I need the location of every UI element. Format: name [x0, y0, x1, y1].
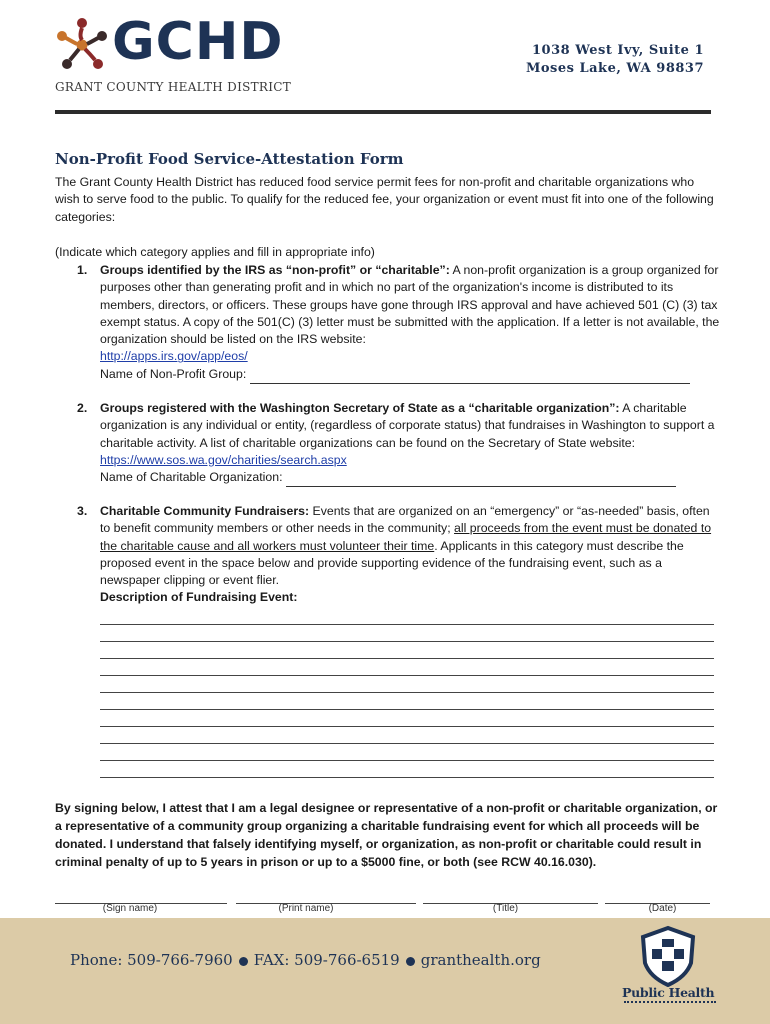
title-label: (Title) — [492, 903, 519, 914]
address-line-2: Moses Lake, WA 98837 — [526, 61, 704, 76]
item-number: 2. — [77, 401, 88, 415]
print-name-label: (Print name) — [278, 903, 334, 914]
description-line[interactable] — [100, 624, 714, 625]
item-body: A non-profit organization is a group organized for purposes other than generating profit and in which no part of the organization's income is distributed to its members, directors, or officers. These groups have gone through IRS approval and have achieved 501 (C) (3) tax exempt status. A copy of the 501(C) (3) letter must be submitted with the application. If a letter is not available, the organization should be listed on the IRS website: — [100, 263, 720, 347]
description-line[interactable] — [100, 675, 714, 676]
category-item-3 — [55, 503, 720, 607]
public-health-tagline — [624, 1001, 716, 1003]
footer-phone: Phone: 509-766-7960 — [70, 951, 233, 969]
address-block — [526, 42, 704, 78]
item-body: . Applicants in this category must describe the proposed event in the space below and provide supporting evidence of the fundraising event, such as a newspaper clipping or event flier. — [100, 538, 684, 588]
footer-website[interactable]: granthealth.org — [420, 951, 541, 969]
description-line[interactable] — [100, 760, 714, 761]
nonprofit-name-field[interactable] — [250, 366, 690, 384]
irs-link[interactable]: http://apps.irs.gov/app/eos/ — [100, 349, 248, 364]
description-line[interactable] — [100, 777, 714, 778]
category-item-1 — [55, 262, 720, 384]
item-heading: Groups identified by the IRS as “non-profit” or “charitable”: — [100, 263, 450, 277]
item-number: 3. — [77, 504, 88, 518]
intro-paragraph: The Grant County Health District has reduced food service permit fees for non-profit and charitable organizations who wish to serve food to the public. To qualify for the reduced fee, your organization or event must fit into one of the following categories: — [55, 175, 714, 224]
bullet-icon — [406, 957, 415, 966]
item-heading: Groups registered with the Washington Secretary of State as a “charitable organization”: — [100, 401, 620, 415]
category-item-2 — [55, 400, 720, 487]
description-line[interactable] — [100, 743, 714, 744]
description-line[interactable] — [100, 658, 714, 659]
form-title: Non-Profit Food Service-Attestation Form — [55, 150, 404, 168]
bullet-icon — [239, 957, 248, 966]
logo-wordmark: GCHD — [112, 12, 284, 72]
public-health-shield-icon — [638, 925, 698, 987]
footer-contact — [70, 951, 541, 969]
item-body: Events that are organized on an “emergency” or “as-needed” basis, often to benefit community members or other needs in the community; — [100, 504, 710, 536]
description-line[interactable] — [100, 641, 714, 642]
item-heading: Charitable Community Fundraisers: — [100, 504, 310, 518]
item-number: 1. — [77, 263, 88, 277]
address-line-1: 1038 West Ivy, Suite 1 — [532, 43, 704, 58]
footer-fax: FAX: 509-766-6519 — [253, 951, 400, 969]
attestation-statement: By signing below, I attest that I am a legal designee or representative of a non-profit or charitable organization, or a representative of a community group organizing a charitable fundraising event for which all proceeds will be donated. I understand that falsely identifying myself, or organization, as non-profit or charitable could result in criminal penalty of up to 5 years in prison or up to a $5000 fine, or both (see RCW 40.16.030). — [55, 801, 718, 869]
nonprofit-name-label: Name of Non-Profit Group: — [100, 366, 250, 381]
description-line[interactable] — [100, 692, 714, 693]
date-label: (Date) — [648, 903, 677, 914]
public-health-badge-text: Public Health — [622, 985, 715, 1000]
item-body: A charitable organization is any individual or entity, (regardless of corporate status) that fundraises in Washington to support a charitable activity. A list of charitable organizations can be found on the Secretary of State website: — [100, 401, 715, 450]
header-divider — [55, 110, 711, 114]
description-line[interactable] — [100, 726, 714, 727]
fundraising-description-label: Description of Fundraising Event: — [100, 590, 298, 605]
description-line[interactable] — [100, 709, 714, 710]
charity-name-field[interactable] — [286, 469, 676, 487]
gchd-logo-icon — [55, 14, 110, 74]
item-body-underlined: all proceeds from the event must be donated to the charitable cause and all workers must volunteer their time — [100, 521, 712, 553]
instruction-text: (Indicate which category applies and fill in appropriate info) — [55, 245, 375, 259]
logo-subtitle: GRANT COUNTY HEALTH DISTRICT — [55, 80, 292, 94]
charity-name-label: Name of Charitable Organization: — [100, 470, 286, 485]
sign-name-label: (Sign name) — [102, 903, 158, 914]
sos-link[interactable]: https://www.sos.wa.gov/charities/search.aspx — [100, 452, 347, 467]
